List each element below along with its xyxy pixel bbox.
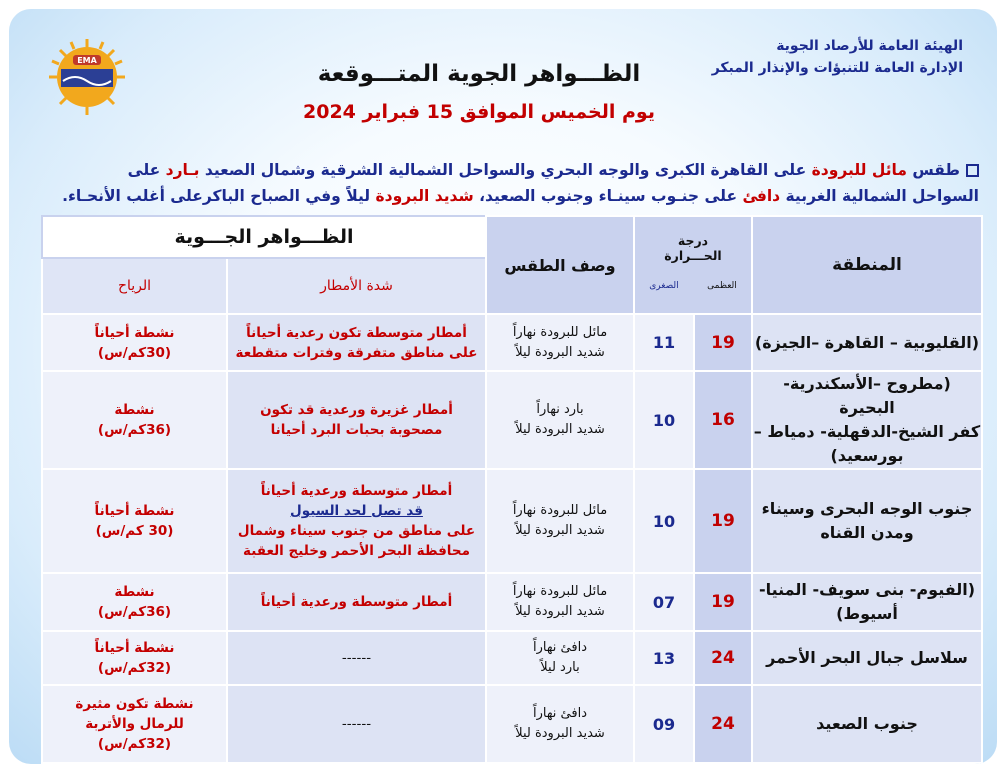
- description-cell: دافئ نهاراً شديد البرودة ليلاً: [486, 685, 634, 763]
- rain-cell: ------: [227, 685, 486, 763]
- forecast-summary: [59, 157, 979, 209]
- temp-max-cell: 24: [694, 685, 752, 763]
- temp-max-cell: 24: [694, 631, 752, 685]
- ema-logo: [47, 37, 127, 117]
- temp-max-cell: 19: [694, 314, 752, 371]
- temp-max-cell: 16: [694, 371, 752, 469]
- header-phenomena-label: الظـــواهر الجـــوية: [174, 226, 354, 248]
- logo-text: EMA: [77, 56, 97, 65]
- description-cell: دافئ نهاراً بارد ليلاً: [486, 631, 634, 685]
- temp-min-cell: 09: [634, 685, 694, 763]
- region-cell: (مطروح –الأسكندرية- البحيرة كفر الشيخ-الدقهلية- دمياط – بورسعيد): [752, 371, 982, 469]
- temp-min-cell: 10: [634, 469, 694, 573]
- table-row: [42, 573, 982, 631]
- rain-cell: ------: [227, 631, 486, 685]
- organization-names: [712, 35, 963, 79]
- forecast-table: [41, 215, 983, 764]
- table-row: [42, 469, 982, 573]
- description-cell: بارد نهاراً شديد البرودة ليلاً: [486, 371, 634, 469]
- summary-part-1: طقس: [906, 161, 960, 179]
- summary-part-6: دافئ: [742, 187, 781, 205]
- wind-cell: نشطة تكون مثيرة للرمال والأتربة (32كم/س): [42, 685, 227, 763]
- checkbox-bullet-icon: [966, 164, 979, 177]
- temp-max-cell: 19: [694, 469, 752, 573]
- summary-part-4: بـارد: [165, 161, 200, 179]
- header-temp-line-1: درجة: [677, 233, 709, 248]
- summary-part-8: شديد البرودة: [375, 187, 474, 205]
- header-wind: الرياح: [42, 258, 227, 314]
- table-row: [42, 631, 982, 685]
- rain-cell: أمطار متوسطة تكون رعدية أحياناً على مناطق متفرقة وفترات متقطعة: [227, 314, 486, 371]
- rain-cell: أمطار متوسطة ورعدية أحياناً قد تصل لحد السيول على مناطق من جنوب سيناء وشمال محافظة البحر الأحمر وخليج العقبة: [227, 469, 486, 573]
- summary-part-7: على جنـوب سينـاء وجنوب الصعيد،: [473, 187, 743, 205]
- region-cell: (الفيوم- بنى سويف- المنيا- أسيوط): [752, 573, 982, 631]
- wind-cell: نشطة أحياناً (30 كم/س): [42, 469, 227, 573]
- summary-part-5: على السواحل الشمالية الغربية: [127, 161, 979, 205]
- table-row: [42, 371, 982, 469]
- temp-min-cell: 10: [634, 371, 694, 469]
- summary-part-3: على القاهرة الكبرى والوجه البحري والسواحل الشمالية الشرقية وشمال الصعيد: [199, 161, 812, 179]
- org-line-2: الإدارة العامة للتنبؤات والإنذار المبكر: [711, 60, 963, 76]
- header-rain-intensity: شدة الأمطار: [227, 258, 486, 314]
- table-row: [42, 685, 982, 763]
- temp-min-cell: 11: [634, 314, 694, 371]
- rain-cell: أمطار متوسطة ورعدية أحياناً: [227, 573, 486, 631]
- table-row: [42, 314, 982, 371]
- region-cell: جنوب الوجه البحرى وسيناء ومدن القناه: [752, 469, 982, 573]
- summary-part-9: ليلاً وفي الصباح الباكرعلى أغلب الأنحـاء.: [62, 187, 376, 205]
- wind-cell: نشطة (36كم/س): [42, 573, 227, 631]
- region-cell: جنوب الصعيد: [752, 685, 982, 763]
- description-cell: مائل للبرودة نهاراً شديد البرودة ليلاً: [486, 469, 634, 573]
- wind-cell: نشطة (36كم/س): [42, 371, 227, 469]
- page-title: الظـــواهر الجوية المتـــوقعة: [317, 61, 641, 87]
- summary-part-2: مائل للبرودة: [811, 161, 907, 179]
- region-cell: سلاسل جبال البحر الأحمر: [752, 631, 982, 685]
- forecast-card: [9, 9, 997, 764]
- temp-min-cell: 07: [634, 573, 694, 631]
- description-cell: مائل للبرودة نهاراً شديد البرودة ليلاً: [486, 314, 634, 371]
- header-temp-max: العظمى: [707, 281, 737, 291]
- header-temperature: [634, 216, 752, 314]
- region-cell: (القليوبية – القاهرة –الجيزة): [752, 314, 982, 371]
- rain-cell: أمطار غزيرة ورعدية قد تكون مصحوبة بحبات البرد أحيانا: [227, 371, 486, 469]
- temp-min-cell: 13: [634, 631, 694, 685]
- header-temp-min: الصغرى: [649, 281, 679, 291]
- org-line-1: الهيئة العامة للأرصاد الجوية: [776, 38, 963, 54]
- header-weather-description: وصف الطقس: [486, 216, 634, 314]
- wind-cell: نشطة أحياناً (32كم/س): [42, 631, 227, 685]
- header-phenomena: [42, 216, 486, 258]
- description-cell: مائل للبرودة نهاراً شديد البرودة ليلاً: [486, 573, 634, 631]
- temp-max-cell: 19: [694, 573, 752, 631]
- wind-cell: نشطة أحياناً (30كم/س): [42, 314, 227, 371]
- header-temp-line-2: الحـــرارة: [664, 248, 722, 263]
- forecast-date: يوم الخميس الموافق 15 فبراير 2024: [303, 101, 655, 123]
- header-region: المنطقة: [752, 216, 982, 314]
